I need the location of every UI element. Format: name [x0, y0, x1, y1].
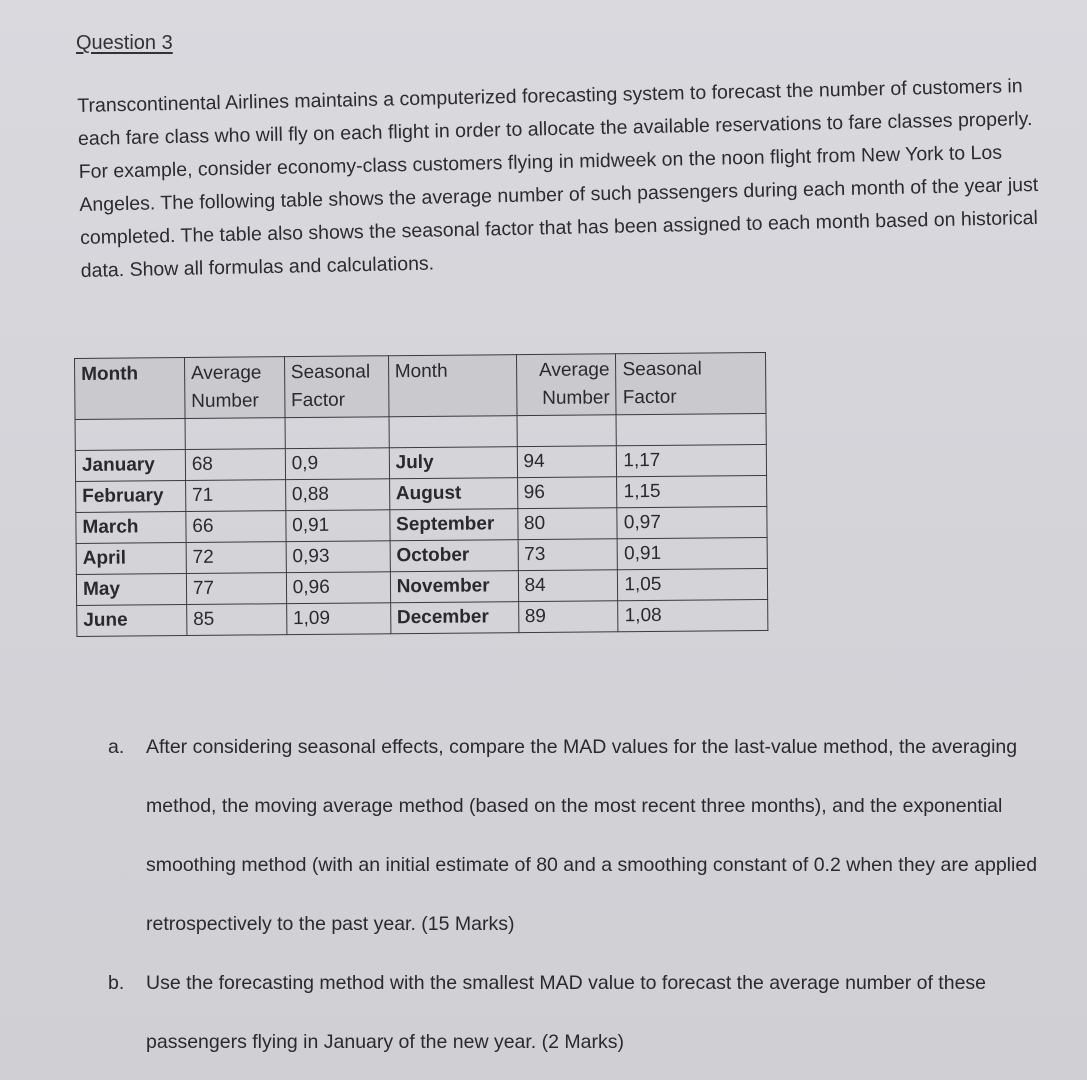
question-marker: b. — [108, 972, 125, 994]
average-cell: 72 — [186, 542, 286, 574]
question-item-b — [108, 954, 1053, 1072]
header-average-number: Average Number — [184, 357, 284, 419]
header-average-number-2: Average Number — [516, 354, 616, 416]
month-cell: March — [76, 512, 186, 544]
header-seasonal-factor: Seasonal Factor — [284, 356, 388, 418]
blank-cell — [75, 419, 185, 451]
question-item-a — [108, 718, 1053, 954]
header-seasonal-factor-2: Seasonal Factor — [616, 352, 766, 414]
average-cell: 89 — [518, 601, 618, 633]
month-cell: January — [75, 450, 185, 482]
average-cell: 85 — [187, 604, 287, 636]
month-cell: December — [390, 602, 518, 634]
blank-cell — [185, 418, 285, 450]
factor-cell: 1,05 — [618, 568, 768, 600]
header-month: Month — [75, 358, 185, 420]
average-cell: 80 — [517, 508, 617, 540]
month-cell: February — [76, 481, 186, 513]
month-cell: May — [76, 574, 186, 606]
blank-cell — [285, 417, 389, 449]
factor-cell: 0,97 — [617, 506, 767, 538]
month-cell: August — [389, 478, 517, 510]
month-cell: April — [76, 543, 186, 575]
header-month-2: Month — [388, 355, 516, 417]
factor-cell: 1,15 — [617, 475, 767, 507]
question-text: After considering seasonal effects, compare the MAD values for the last-value method, the averaging method, the moving average method (based on the most recent three months), and the exponential smoothing method (with an initial estimate of 80 and a smoothing constant of 0.2 when they are applied retrospectively to the past year. (15 Marks) — [146, 736, 1038, 935]
question-list — [108, 718, 1053, 1072]
month-cell: November — [390, 571, 518, 603]
factor-cell: 0,88 — [285, 479, 389, 511]
blank-cell — [517, 415, 617, 447]
average-cell: 84 — [518, 570, 618, 602]
month-cell: June — [77, 605, 187, 637]
question-text: Use the forecasting method with the smallest MAD value to forecast the average number of these passengers flying in January of the new year. (2 Marks) — [146, 972, 987, 1053]
factor-cell: 1,09 — [286, 603, 390, 635]
factor-cell: 0,96 — [286, 572, 390, 604]
table-header-row — [75, 352, 767, 419]
factor-cell: 0,91 — [618, 537, 768, 569]
question-title: Question 3 — [76, 32, 173, 54]
month-cell: September — [389, 509, 517, 541]
factor-cell: 0,93 — [286, 541, 390, 573]
average-cell: 94 — [517, 446, 617, 478]
intro-paragraph: Transcontinental Airlines maintains a computerized forecasting system to forecast the number of customers in each fare class who will fly on each flight in order to allocate the available reservations to fare classes properly. For example, consider economy-class customers flying in midweek on the noon flight from New York to Los Angeles. The following table shows the average number of such passengers during each month of the year just completed. The table also shows the seasonal factor that has been assigned to each month based on historical data. Show all formulas and calculations. — [77, 75, 1039, 282]
blank-cell — [616, 413, 766, 445]
factor-cell: 1,17 — [617, 444, 767, 476]
factor-cell: 0,91 — [286, 510, 390, 542]
average-cell: 96 — [517, 477, 617, 509]
blank-cell — [389, 416, 517, 448]
table-row — [77, 599, 768, 636]
seasonal-data-table — [74, 352, 768, 637]
factor-cell: 1,08 — [618, 599, 768, 631]
average-cell: 71 — [185, 480, 285, 512]
average-cell: 68 — [185, 449, 285, 481]
average-cell: 77 — [186, 573, 286, 605]
average-cell: 73 — [518, 539, 618, 571]
average-cell: 66 — [186, 511, 286, 543]
month-cell: October — [390, 540, 518, 572]
question-marker: a. — [108, 736, 125, 758]
month-cell: July — [389, 447, 517, 479]
data-table-container — [74, 352, 768, 637]
factor-cell: 0,9 — [285, 448, 389, 480]
